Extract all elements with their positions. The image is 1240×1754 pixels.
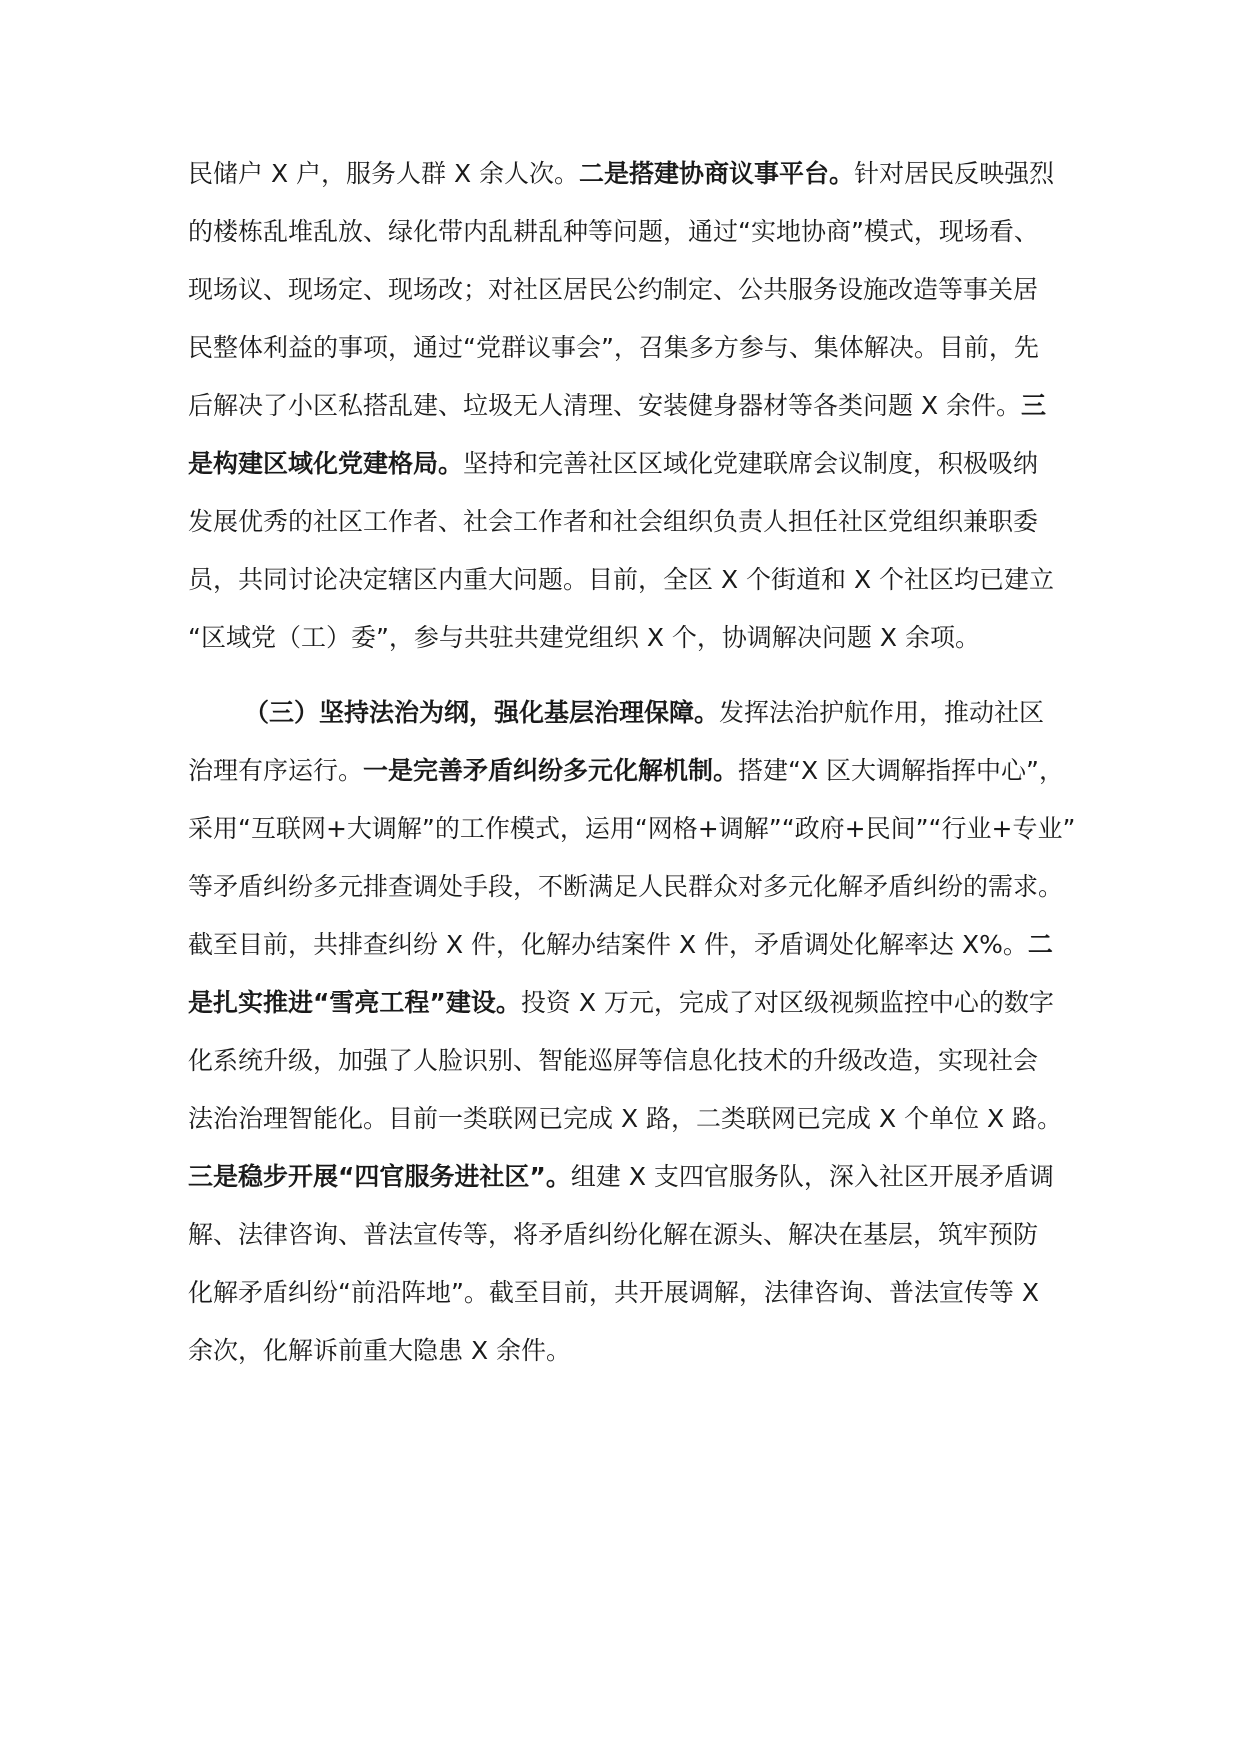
p2-line-4: 等矛盾纠纷多元排查调处手段，不断满足人民群众对多元化解矛盾纠纷的需求。: [188, 872, 1064, 901]
p2-line-12: 余次，化解诉前重大隐患 X 余件。: [188, 1336, 572, 1365]
p2-line-8: 法治治理智能化。目前一类联网已完成 X 路，二类联网已完成 X 个单位 X 路。: [188, 1104, 1063, 1133]
p2-line-2: 治理有序运行。一是完善矛盾纠纷多元化解机制。搭建“X 区大调解指挥中心”，: [188, 756, 1065, 785]
p2-line-11: 化解矛盾纠纷“前沿阵地”。截至目前，共开展调解，法律咨询、普法宣传等 X: [188, 1278, 1039, 1307]
p2-line-3: 采用“互联网+大调解”的工作模式，运用“网格+调解”“政府+民间”“行业+专业”: [188, 814, 1076, 843]
p1-line-7: 发展优秀的社区工作者、社会工作者和社会组织负责人担任社区党组织兼职委: [188, 507, 1039, 536]
p2-line-7: 化系统升级，加强了人脸识别、智能巡屏等信息化技术的升级改造，实现社会: [188, 1046, 1039, 1075]
p1-line-1: 民储户 X 户，服务人群 X 余人次。二是搭建协商议事平台。针对居民反映强烈: [188, 159, 1055, 188]
heading-two-cont: 是扎实推进“雪亮工程”建设。: [188, 988, 521, 1017]
p2-line-1: （三）坚持法治为纲，强化基层治理保障。发挥法治护航作用，推动社区: [244, 698, 1045, 727]
heading-three-start: 三: [1021, 391, 1047, 420]
p2-line-10: 解、法律咨询、普法宣传等，将矛盾纠纷化解在源头、解决在基层，筑牢预防: [188, 1220, 1039, 1249]
p1-line-6: 是构建区域化党建格局。坚持和完善社区区域化党建联席会议制度，积极吸纳: [188, 449, 1039, 478]
p1-line-3: 现场议、现场定、现场改；对社区居民公约制定、公共服务设施改造等事关居: [188, 275, 1039, 304]
heading-two-start: 二: [1027, 930, 1053, 959]
p1-line-8: 员，共同讨论决定辖区内重大问题。目前，全区 X 个街道和 X 个社区均已建立: [188, 565, 1055, 594]
p1-line-5: 后解决了小区私搭乱建、垃圾无人清理、安装健身器材等各类问题 X 余件。三: [188, 391, 1047, 420]
heading-two: 二是搭建协商议事平台。: [579, 159, 855, 188]
p2-line-6: 是扎实推进“雪亮工程”建设。投资 X 万元，完成了对区级视频监控中心的数字: [188, 988, 1054, 1017]
heading-three: 是构建区域化党建格局。: [188, 449, 464, 478]
p2-line-9: 三是稳步开展“四官服务进社区”。组建 X 支四官服务队，深入社区开展矛盾调: [188, 1162, 1054, 1191]
heading-three: 三是稳步开展“四官服务进社区”。: [188, 1162, 571, 1191]
p1-line-9: “区域党（工）委”，参与共驻共建党组织 X 个，协调解决问题 X 余项。: [188, 623, 980, 652]
section-heading: （三）坚持法治为纲，强化基层治理保障。: [244, 698, 720, 727]
heading-one: 一是完善矛盾纠纷多元化解机制。: [363, 756, 739, 785]
p1-line-4: 民整体利益的事项，通过“党群议事会”，召集多方参与、集体解决。目前，先: [188, 333, 1039, 362]
p1-line-2: 的楼栋乱堆乱放、绿化带内乱耕乱种等问题，通过“实地协商”模式，现场看、: [188, 217, 1039, 246]
p2-line-5: 截至目前，共排查纠纷 X 件，化解办结案件 X 件，矛盾调处化解率达 X%。二: [188, 930, 1053, 959]
